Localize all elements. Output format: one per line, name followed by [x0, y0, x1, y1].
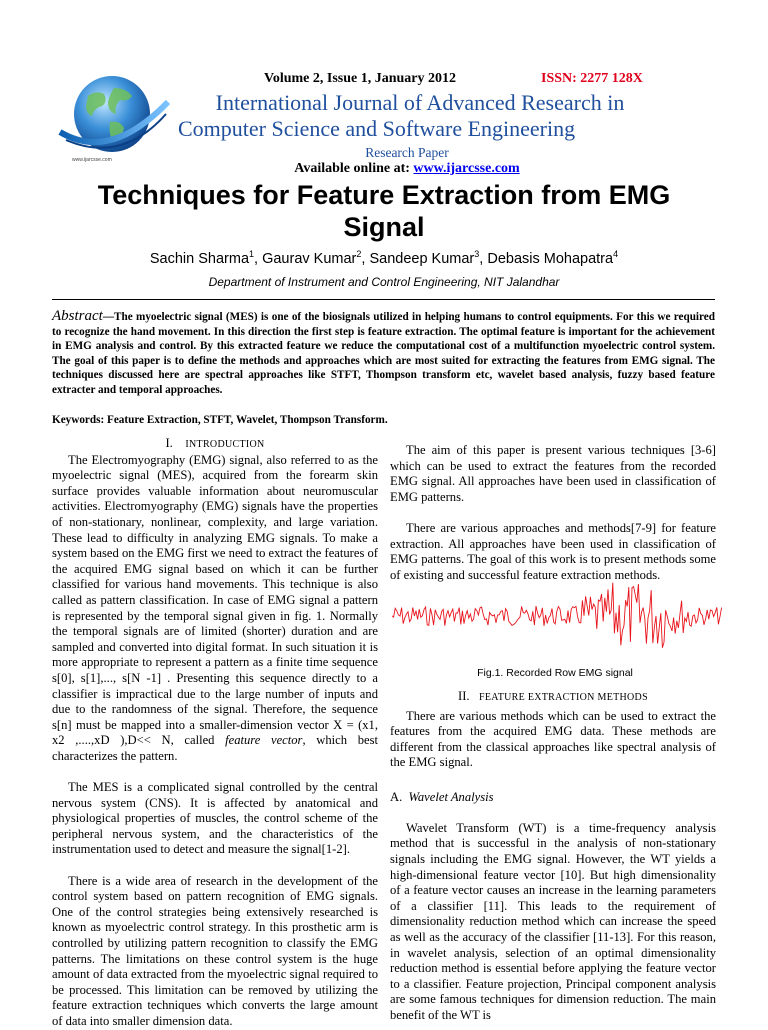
paragraph-text: The Electromyography (EMG) signal, also referred to as the myoelectric signal (MES), acquired from the forearm skin surface provides valuable information about neuromuscular activities. Electromyography (EMG) signals have the properties of non-stationary, nonlinear, complexity, and large variation. These lead to difficulty in analyzing EMG signals. To make a system based on the EMG first we need to extract the features of the acquired EMG signal based on which it can be further classified for various hand movements. This technique is also called as pattern classification. In case of EMG signal a pattern is represented by the temporal signal given in fig. 1. Normally the temporal signals are of limited (shorter) duration and are sampled and converted into digital format. In such situation it is more appropriate to represent a pattern as a finite time sequence s[0], s[1],..., s[N -1] . Presenting this sequence directly to a classifier is impractical due to the large number of inputs and due to the randomness of the signal. Therefore, the sequence s[n] must be mapped into a smaller-dimension vector X = (x1, x2 ,....,xD ),D<< N, called: [52, 452, 378, 748]
logo-site-text: www.ijarcsse.com: [72, 157, 112, 163]
section-heading: [390, 689, 716, 706]
right-column-lower: [390, 689, 716, 1023]
right-column: [390, 443, 716, 583]
emphasis-term: feature vector: [225, 733, 303, 748]
author-name: Sandeep Kumar: [369, 250, 475, 267]
availability-line: [0, 161, 768, 177]
author-name: Gaurav Kumar: [262, 250, 357, 267]
emg-signal-figure: [392, 578, 722, 654]
paper-type: Research Paper: [365, 145, 449, 160]
author-name: Sachin Sharma: [149, 250, 250, 267]
paper-title-line2: Signal: [343, 212, 425, 242]
header-divider: [52, 299, 715, 300]
journal-issn: ISSN: 2277 128X: [541, 71, 643, 86]
abstract-heading: Abstract: [52, 308, 103, 324]
author-affil-mark: 1: [249, 249, 255, 259]
figure-caption: Fig.1. Recorded Row EMG signal: [477, 667, 633, 679]
author-list: Sachin Sharma$^1$, Gaurav Kumar$^2$, Sandeep Kumar$^3$, Debasis Mohapatra$^4$: [149, 249, 619, 267]
section-heading: [52, 436, 378, 453]
paragraph: There is a wide area of research in the development of the control system based on pattern recognition of EMG signals. One of the control strategies being extensively researched is known as myoelectric control strategy. In this prosthetic arm is controlled by utilizing pattern recognition to classify the EMG patterns. The limitations on these control system is the huge amount of data extracted from the myoelectric signal required to be processed. This limitation can be removed by utilizing the feature extraction techniques which converts the large amount of data into smaller dimension data.: [52, 873, 378, 1028]
paragraph: The MES is a complicated signal controlled by the central nervous system (CNS). It is affected by anatomical and physiological properties of muscles, the control scheme of the peripheral nervous system, and the characteristics of the instrumentation used to detect and measure the signal[1-2].: [52, 780, 378, 857]
author-affil-mark: 4: [613, 249, 619, 259]
paragraph: Wavelet Transform (WT) is a time-frequency analysis method that is successful in the analysis of non-stationary signals including the EMG signal. However, the WT yields a high-dimensional feature vector [10]. But high dimensionality of a feature vector causes an increase in the learning parameters of a classifier [11]. This leads to the requirement of dimensionality reduction method which can increase the speed as well as the accuracy of the classifier [11-13]. For this reason, in wavelet analysis, selection of an optimal dimensionality reduction method is essential before applying the feature vector to a classifier. Feature projection, Principal component analysis are some famous techniques for dimension reduction. The main benefit of the WT is: [390, 820, 716, 1022]
abstract-text: The myoelectric signal (MES) is one of the biosignals utilized in helping humans to control equipments. For this we required to recognize the hand movement. In this direction the first step is feature extraction. The optimal feature is important for the achievement in EMG analysis and control. By this extracted feature we reduce the computational cost of a multifunction myoelectric control system. The goal of this paper is to define the methods and approaches which are most suited for extracting the features from EMG signal. The techniques discussed here are spectral approaches like STFT, Thompson transform etc, wavelet based analysis, fuzzy based feature extracter and temporal approaches.: [52, 311, 715, 396]
paragraph-text: , which best characterizes the pattern.: [52, 733, 378, 763]
paragraph: [52, 453, 378, 765]
subsection-heading: [390, 790, 716, 806]
section-number: II.: [458, 689, 470, 703]
affiliation: Department of Instrument and Control Engineering, NIT Jalandhar: [208, 275, 560, 289]
subsection-number: A.: [390, 789, 403, 804]
keywords: Keywords: Feature Extraction, STFT, Wavelet, Thompson Transform.: [52, 414, 388, 426]
journal-title-line1: International Journal of Advanced Research in: [215, 90, 625, 115]
paragraph: The aim of this paper is present various techniques [3-6] which can be used to extract the features from the recorded EMG signal. All approaches have been used in classification of EMG patterns.: [390, 443, 716, 504]
abstract-dash: —: [102, 311, 115, 323]
paper-title: [0, 179, 768, 243]
subsection-title: Wavelet Analysis: [408, 789, 494, 804]
paragraph: There are various approaches and methods[7-9] for feature extraction. All approaches have been used in classification of EMG patterns. The goal of this work is to present methods some of existing and successful feature extraction methods.: [390, 520, 716, 582]
abstract: [52, 309, 715, 398]
journal-title-line2: Computer Science and Software Engineering: [178, 116, 576, 141]
paragraph: There are various methods which can be used to extract the features from the acquired EMG data. These methods are different from the classical approaches like spectral analysis of the EMG signal.: [390, 708, 716, 770]
section-number: I.: [165, 436, 173, 450]
paper-title-line1: Techniques for Feature Extraction from EMG: [97, 180, 671, 210]
journal-website-link[interactable]: www.ijarcsse.com: [413, 161, 520, 176]
section-title: INTRODUCTION: [185, 439, 265, 450]
author-affil-mark: 2: [356, 249, 362, 259]
author-name: Debasis Mohapatra: [487, 250, 614, 267]
availability-label: Available online at:: [294, 161, 414, 176]
author-affil-mark: 3: [474, 249, 480, 259]
journal-volume: Volume 2, Issue 1, January 2012: [264, 71, 457, 86]
emg-signal-trace: [392, 583, 722, 648]
section-title: FEATURE EXTRACTION METHODS: [479, 692, 648, 703]
left-column: [52, 436, 378, 1030]
